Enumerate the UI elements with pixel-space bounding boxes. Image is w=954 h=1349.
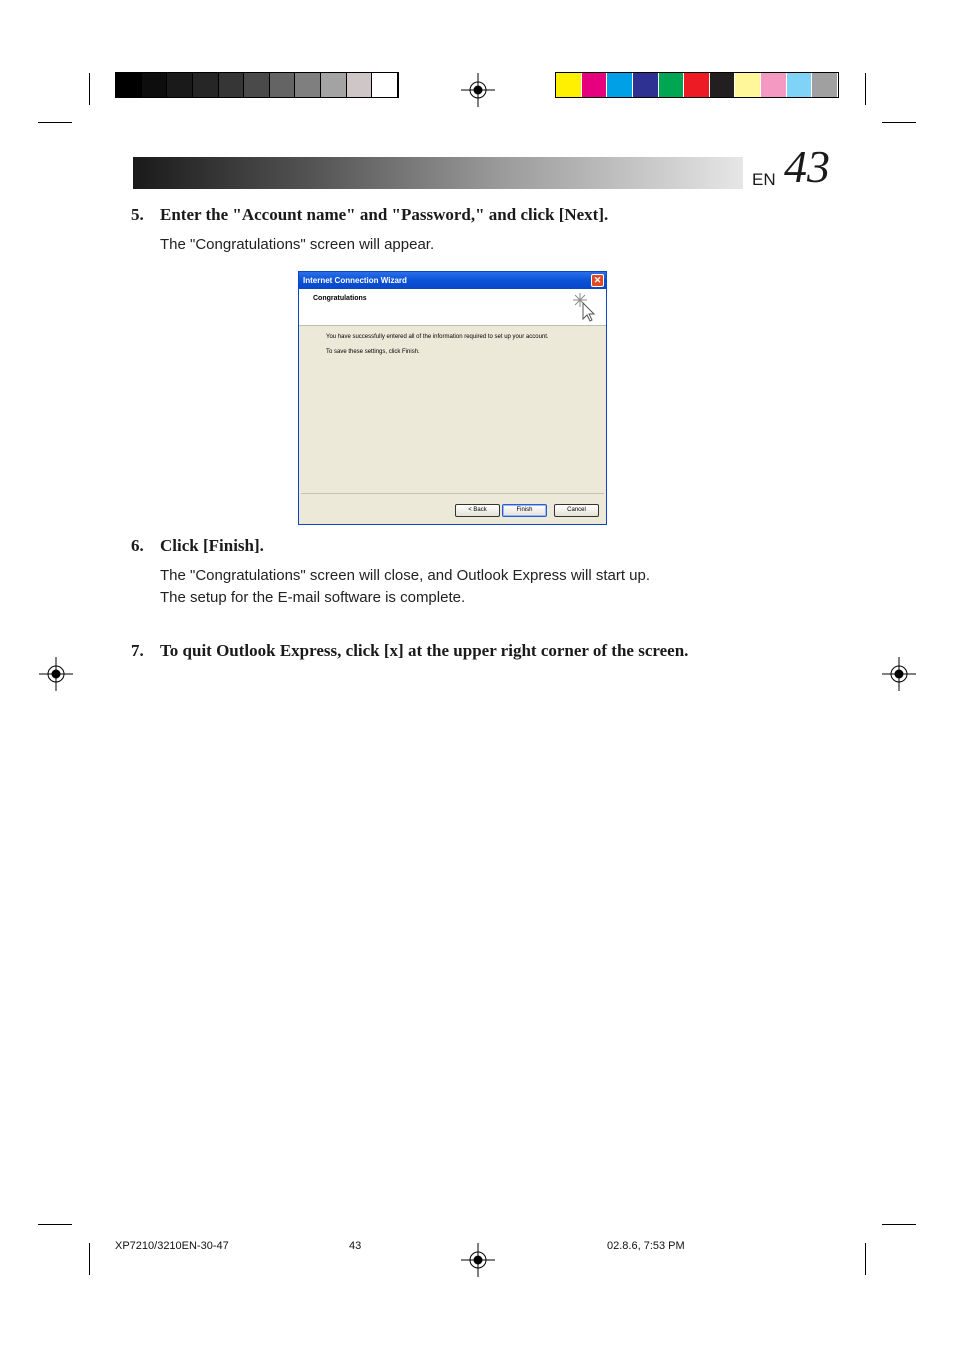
step-number: 7. (131, 641, 144, 660)
step-7 (131, 641, 688, 661)
finish-button[interactable]: Finish (502, 504, 547, 517)
back-button[interactable]: < Back (455, 504, 500, 517)
color-swatch (684, 73, 710, 97)
header-strip (133, 157, 743, 189)
color-swatch (735, 73, 761, 97)
step-number: 6. (131, 536, 144, 555)
crop-mark (38, 1224, 72, 1225)
step-5-description (160, 234, 434, 256)
description-line: The setup for the E-mail software is complete. (160, 589, 466, 606)
color-swatch (142, 73, 168, 97)
color-swatch (219, 73, 245, 97)
color-swatch (787, 73, 813, 97)
cursor-sparkle-icon (572, 292, 598, 322)
window-title: Internet Connection Wizard (303, 276, 407, 285)
footer-code: XP7210/3210EN-30-47 (115, 1240, 229, 1252)
wizard-body (326, 334, 549, 364)
color-swatch (244, 73, 270, 97)
color-bar (555, 72, 839, 98)
wizard-header (299, 289, 606, 326)
crop-mark (865, 73, 866, 105)
footer-timestamp: 02.8.6, 7:53 PM (607, 1240, 685, 1252)
color-swatch (582, 73, 608, 97)
page-number: 43 (784, 141, 830, 192)
divider (301, 493, 604, 494)
step-title: To quit Outlook Express, click [x] at the upper right corner of the screen. (160, 641, 689, 660)
step-5 (131, 205, 608, 225)
color-swatch (556, 73, 582, 97)
wizard-window (298, 271, 607, 525)
color-swatch (321, 73, 347, 97)
color-swatch (270, 73, 296, 97)
registration-mark (882, 657, 916, 691)
registration-mark (39, 657, 73, 691)
registration-mark (461, 1243, 495, 1277)
step-6 (131, 536, 264, 556)
crop-mark (882, 1224, 916, 1225)
color-swatch (710, 73, 736, 97)
grayscale-bar (115, 72, 399, 98)
registration-mark (461, 73, 495, 107)
color-swatch (633, 73, 659, 97)
step-number: 5. (131, 205, 144, 224)
crop-mark (89, 73, 90, 105)
color-swatch (761, 73, 787, 97)
step-title: Click [Finish]. (160, 536, 264, 555)
body-line: You have successfully entered all of the information required to set up your account. (326, 334, 549, 340)
cancel-button[interactable]: Cancel (554, 504, 599, 517)
window-titlebar (299, 272, 606, 289)
color-swatch (659, 73, 685, 97)
footer-page: 43 (349, 1240, 362, 1252)
color-swatch (193, 73, 219, 97)
color-swatch (372, 73, 398, 97)
crop-mark (882, 122, 916, 123)
description-line: The "Congratulations" screen will appear. (160, 236, 435, 253)
color-swatch (347, 73, 373, 97)
language-label: EN (752, 170, 776, 189)
crop-mark (865, 1243, 866, 1275)
crop-mark (38, 122, 72, 123)
color-swatch (812, 73, 838, 97)
body-line: To save these settings, click Finish. (326, 349, 420, 355)
description-line: The "Congratulations" screen will close, and Outlook Express will start up. (160, 567, 651, 584)
color-swatch (116, 73, 142, 97)
color-swatch (607, 73, 633, 97)
step-title: Enter the "Account name" and "Password," and click [Next]. (160, 205, 609, 224)
step-6-description (160, 565, 650, 609)
wizard-heading: Congratulations (313, 295, 367, 302)
close-icon[interactable]: ✕ (591, 274, 604, 287)
color-swatch (295, 73, 321, 97)
color-swatch (167, 73, 193, 97)
crop-mark (89, 1243, 90, 1275)
